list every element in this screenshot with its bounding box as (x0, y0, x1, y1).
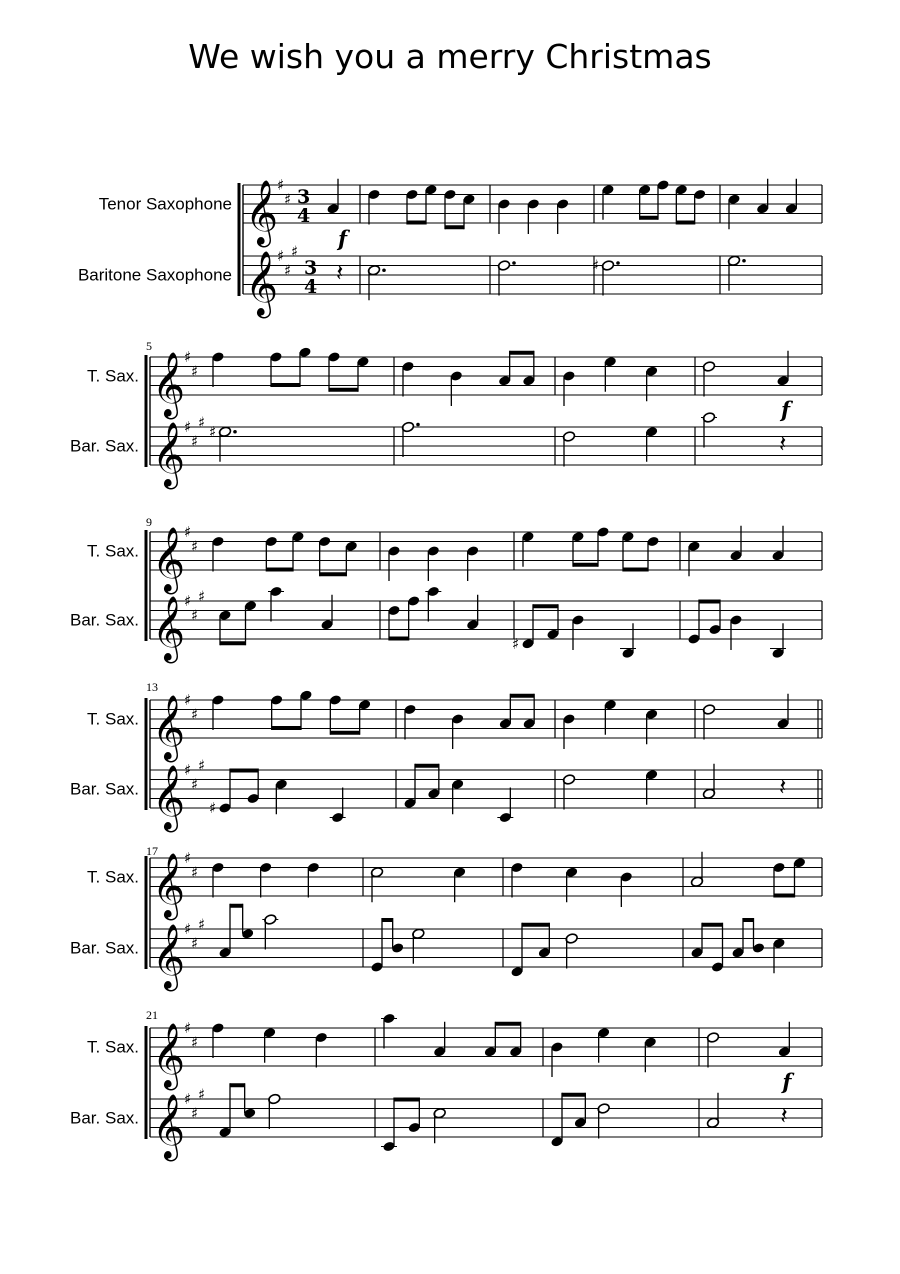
note (645, 426, 658, 462)
note (645, 708, 658, 744)
note (425, 586, 441, 622)
note (752, 918, 765, 954)
key-sharp-tenor: ♯ (191, 705, 199, 724)
beam (445, 225, 464, 229)
treble-clef-icon: 𝄞 (152, 1023, 186, 1088)
note (326, 179, 339, 215)
note (218, 904, 242, 959)
key-sharp-tenor: ♯ (184, 523, 192, 541)
note (785, 179, 798, 215)
note (218, 609, 245, 645)
note (702, 704, 715, 740)
note (387, 545, 400, 581)
note (356, 356, 369, 392)
time-sig-top: 3 (304, 257, 318, 279)
key-sharp-tenor: ♯ (184, 348, 192, 366)
key-sharp-tenor: ♯ (191, 863, 199, 882)
key-sharp-bari: ♯ (191, 432, 199, 451)
dot (512, 261, 516, 265)
key-sharp-tenor: ♯ (277, 176, 285, 194)
note (604, 699, 617, 735)
note (690, 852, 703, 888)
note (693, 189, 706, 225)
key-sharp-bari: ♯ (184, 761, 192, 779)
part-label: Bar. Sax. (70, 1108, 139, 1128)
sharp-accidental: ♯ (209, 799, 217, 817)
system-4 (70, 680, 158, 810)
note (259, 862, 272, 898)
note (690, 923, 722, 959)
staff-bari (150, 1094, 822, 1161)
note (433, 1107, 446, 1143)
note (315, 1032, 328, 1068)
staff-tenor (150, 853, 822, 920)
note (466, 595, 479, 631)
note (556, 198, 569, 234)
note (268, 586, 284, 622)
system-6 (70, 1008, 158, 1139)
note (275, 778, 288, 814)
note (701, 412, 717, 448)
beam (623, 568, 648, 572)
note (358, 699, 371, 735)
key-sharp-bari: ♯ (191, 1104, 199, 1123)
note (262, 914, 278, 950)
dynamic-forte: f (782, 1069, 792, 1094)
staff-tenor (150, 352, 822, 419)
note (497, 788, 513, 824)
note (370, 918, 392, 973)
note (370, 866, 383, 902)
note (268, 1093, 281, 1129)
staff-tenor (150, 527, 822, 594)
note (522, 351, 535, 387)
note (521, 531, 534, 567)
key-sharp-tenor: ♯ (191, 362, 199, 381)
beam (573, 563, 598, 567)
note (451, 778, 464, 814)
note (408, 1098, 421, 1134)
dot (233, 430, 237, 434)
beam (743, 918, 754, 922)
note (644, 1036, 657, 1072)
sharp-accidental: ♯ (512, 634, 520, 653)
note (776, 351, 789, 387)
beam (220, 641, 246, 645)
key-sharp-bari: ♯ (184, 418, 192, 436)
beam (774, 894, 795, 898)
measure-number: 5 (146, 339, 152, 353)
note (367, 189, 380, 225)
key-sharp-bari: ♯ (191, 934, 199, 953)
note (546, 604, 559, 640)
sharp-accidental: ♯ (209, 422, 217, 441)
note (367, 264, 385, 300)
beam (562, 1093, 585, 1097)
system-5 (70, 844, 158, 969)
key-sharp-bari: ♯ (198, 756, 206, 775)
note (401, 361, 414, 397)
treble-clef-icon: 𝄞 (152, 352, 186, 417)
key-sharp-bari: ♯ (198, 1085, 206, 1104)
beam (320, 572, 347, 576)
part-label: Bar. Sax. (70, 779, 139, 799)
note (263, 1027, 276, 1063)
beam (230, 769, 258, 773)
part-label: Bar. Sax. (70, 938, 139, 958)
staff-tenor (243, 180, 822, 247)
note (571, 531, 598, 567)
note (330, 788, 346, 824)
treble-clef-icon: 𝄞 (152, 527, 186, 592)
time-sig-top: 3 (297, 186, 311, 208)
note (211, 536, 224, 572)
note (241, 904, 254, 940)
note (756, 179, 769, 215)
beam (522, 923, 549, 927)
note (211, 1022, 224, 1058)
key-sharp-tenor: ♯ (184, 691, 192, 709)
part-label: Baritone Saxophone (77, 265, 232, 285)
part-label: T. Sax. (87, 709, 139, 729)
note (509, 1022, 522, 1058)
treble-clef-icon: 𝄞 (152, 853, 186, 918)
note (320, 595, 333, 631)
system-1 (78, 183, 243, 296)
note (601, 184, 614, 220)
note (510, 862, 523, 898)
note (597, 1027, 610, 1063)
key-sharp-bari: ♯ (184, 592, 192, 610)
note (403, 764, 438, 809)
dot (742, 259, 746, 263)
note (727, 255, 745, 291)
key-sharp-bari: ♯ (191, 775, 199, 794)
note (523, 694, 536, 730)
note (727, 193, 740, 229)
system-3 (70, 515, 152, 641)
key-sharp-tenor: ♯ (184, 1019, 192, 1037)
beam (266, 568, 293, 572)
note (687, 600, 720, 645)
beam (230, 1083, 245, 1087)
key-sharp-bari: ♯ (198, 587, 206, 606)
note (687, 540, 700, 576)
note (381, 1013, 397, 1049)
note (562, 370, 575, 406)
note (247, 769, 260, 805)
treble-clef-icon: 𝄞 (245, 180, 279, 245)
beam (533, 604, 558, 608)
quarter-rest: 𝄽 (780, 1101, 788, 1130)
note (571, 614, 584, 650)
treble-clef-icon: 𝄞 (152, 924, 186, 989)
key-sharp-bari: ♯ (277, 247, 285, 265)
note (562, 713, 575, 749)
note (776, 694, 789, 730)
part-label: T. Sax. (87, 366, 139, 386)
measure-number: 9 (146, 515, 152, 529)
note (562, 431, 575, 467)
part-label: Bar. Sax. (70, 436, 139, 456)
dynamic-forte: f (338, 226, 348, 251)
quarter-rest: 𝄽 (779, 772, 787, 801)
key-sharp-bari: ♯ (184, 1090, 192, 1108)
note (562, 774, 575, 810)
dot (616, 261, 620, 265)
note (770, 623, 786, 659)
note (427, 545, 440, 581)
note (466, 545, 479, 581)
note (729, 614, 742, 650)
note (646, 536, 659, 572)
note (209, 769, 258, 818)
beam (702, 923, 723, 927)
note (565, 933, 578, 969)
dynamic-forte: f (781, 397, 791, 422)
part-label: Tenor Saxophone (98, 194, 232, 214)
note (433, 1022, 446, 1058)
note (771, 526, 784, 562)
note (211, 694, 224, 730)
beam (407, 221, 426, 225)
note (450, 370, 463, 406)
part-label: T. Sax. (87, 1037, 139, 1057)
note (403, 704, 416, 740)
note (597, 1103, 610, 1139)
note (243, 1083, 256, 1119)
quarter-rest: 𝄽 (336, 258, 344, 287)
beam (382, 918, 393, 922)
measure-number: 17 (146, 844, 158, 858)
part-label: T. Sax. (87, 541, 139, 561)
system-2 (70, 339, 152, 467)
note (550, 1041, 563, 1077)
key-sharp-tenor: ♯ (184, 849, 192, 867)
time-sig-bottom: 4 (297, 205, 311, 227)
note (211, 351, 224, 387)
treble-clef-icon: 𝄞 (245, 251, 279, 316)
score-title: We wish you a merry Christmas (188, 37, 712, 76)
beam (510, 694, 534, 698)
part-label: T. Sax. (87, 867, 139, 887)
note (451, 713, 464, 749)
treble-clef-icon: 𝄞 (152, 695, 186, 760)
key-sharp-bari: ♯ (284, 261, 292, 280)
beam (699, 600, 720, 604)
note (527, 198, 540, 234)
note (702, 361, 715, 397)
note (407, 595, 420, 640)
key-sharp-bari: ♯ (198, 413, 206, 432)
note (211, 862, 224, 898)
note (706, 1032, 719, 1068)
staff-tenor (150, 1023, 822, 1090)
note (565, 866, 578, 902)
note (244, 600, 257, 645)
key-sharp-tenor: ♯ (284, 190, 292, 209)
staff-bari (150, 422, 822, 489)
key-sharp-bari: ♯ (184, 920, 192, 938)
note (453, 866, 466, 902)
staff-tenor (150, 695, 822, 762)
beam (329, 388, 358, 392)
note (427, 764, 440, 800)
note (512, 604, 558, 653)
measure-number: 21 (146, 1008, 158, 1022)
key-sharp-bari: ♯ (198, 915, 206, 934)
treble-clef-icon: 𝄞 (152, 422, 186, 487)
treble-clef-icon: 𝄞 (152, 596, 186, 661)
beam (230, 904, 243, 908)
part-label: Bar. Sax. (70, 610, 139, 630)
note (345, 540, 358, 576)
note (620, 871, 633, 907)
note (604, 356, 617, 392)
beam (495, 1022, 520, 1026)
key-sharp-bari: ♯ (191, 606, 199, 625)
note (645, 365, 658, 401)
note (218, 1083, 244, 1138)
note (497, 198, 510, 234)
dot (416, 423, 420, 427)
quarter-rest: 𝄽 (779, 429, 787, 458)
note (391, 918, 404, 954)
key-sharp-tenor: ♯ (191, 537, 199, 556)
treble-clef-icon: 𝄞 (152, 765, 186, 830)
beam (510, 351, 534, 355)
beam (272, 726, 301, 730)
note (462, 193, 475, 229)
note (778, 1022, 791, 1058)
note (620, 623, 636, 659)
beam (389, 637, 409, 641)
beam (676, 221, 694, 225)
note (702, 764, 715, 800)
note (307, 862, 320, 898)
note (706, 1093, 719, 1129)
note (708, 600, 721, 636)
beam (330, 731, 359, 735)
key-sharp-bari: ♯ (291, 242, 299, 261)
sharp-accidental: ♯ (592, 256, 600, 275)
treble-clef-icon: 𝄞 (152, 1094, 186, 1159)
dot (382, 268, 386, 272)
beam (640, 216, 658, 220)
note (638, 184, 658, 220)
note (592, 257, 620, 296)
beam (415, 764, 439, 768)
note (538, 923, 551, 959)
time-sig-bottom: 4 (304, 276, 318, 298)
note (412, 928, 425, 964)
beam (271, 383, 300, 387)
note (574, 1093, 587, 1129)
note (645, 769, 658, 805)
note (729, 526, 742, 562)
beam (394, 1098, 419, 1102)
key-sharp-tenor: ♯ (191, 1033, 199, 1052)
note (772, 937, 785, 973)
measure-number: 13 (146, 680, 158, 694)
